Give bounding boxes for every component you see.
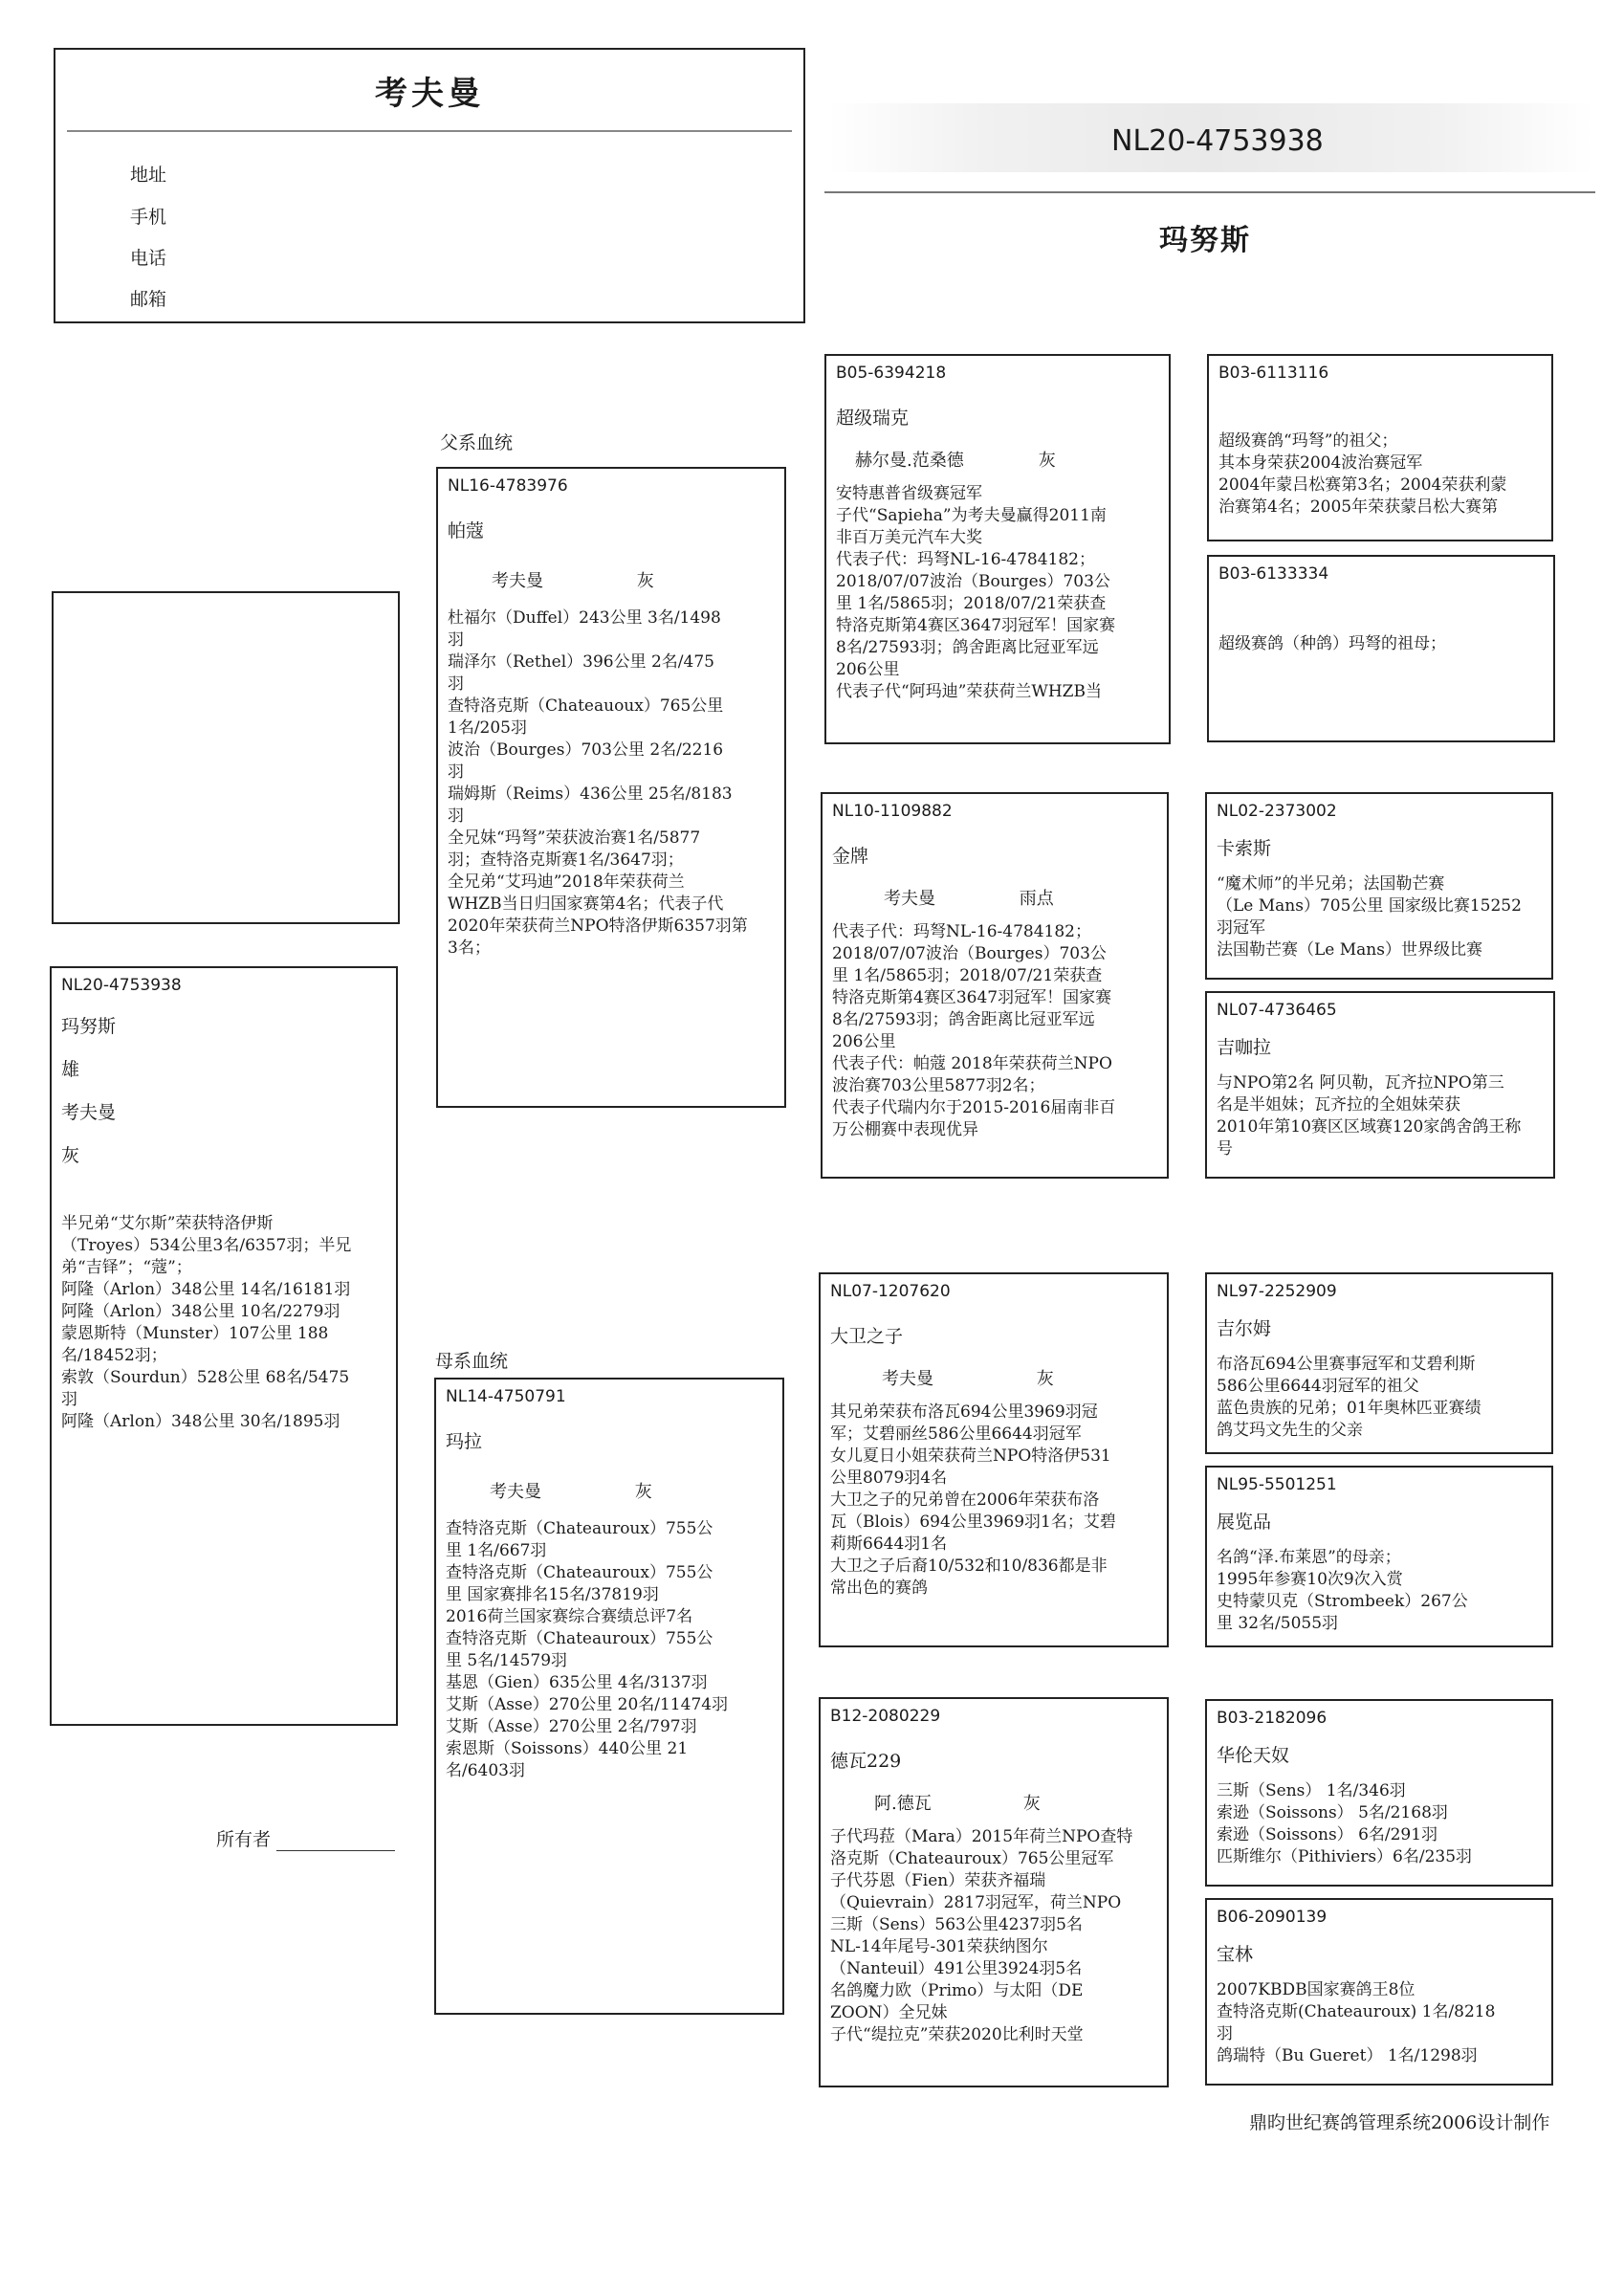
note-line: （Troyes）534公里3名/6357羽；半兄 (61, 1236, 352, 1255)
owner-signature-label: 所有者 (216, 1829, 272, 1850)
note-line: 特洛克斯第4赛区3647羽冠军！国家赛 (832, 988, 1112, 1007)
ggp7-ring: B03-2182096 (1217, 1709, 1328, 1728)
email-label: 邮箱 (130, 289, 167, 310)
sire-line-label: 父系血统 (440, 432, 514, 453)
ggp-box-7 (1205, 1699, 1553, 1887)
owner-signature-line (276, 1833, 395, 1851)
note-line: 2018/07/07波治（Bourges）703公 (836, 572, 1110, 591)
gp-ss-name: 超级瑞克 (836, 408, 910, 429)
note-line: 8名/27593羽；鸽舍距离比冠亚军远 (836, 638, 1099, 657)
note-line: 羽 (448, 806, 464, 826)
ggp7-notes (1207, 1767, 1551, 1868)
note-line: 治赛第4名；2005年荣获蒙吕松大赛第 (1218, 497, 1499, 517)
gp-sd-notes (823, 910, 1167, 1141)
ggp-box-2 (1207, 555, 1555, 742)
note-line: 鸽艾玛文先生的父亲 (1217, 1421, 1363, 1440)
note-line: 三斯（Sens）563公里4237羽5名 (830, 1915, 1083, 1934)
note-line: 索逊（Soissons） 5名/2168羽 (1217, 1803, 1448, 1822)
note-line: WHZB当日归国家赛第4名；代表子代 (448, 894, 724, 914)
note-line: 代表子代：玛弩NL-16-4784182； (836, 550, 1095, 569)
subject-box (50, 966, 398, 1726)
note-line: 特洛克斯第4赛区3647羽冠军！国家赛 (836, 616, 1116, 635)
note-line: 查特洛克斯（Chateauroux）755公 (446, 1563, 713, 1582)
note-line: 1名/205羽 (448, 718, 527, 738)
note-line: 羽 (1217, 2024, 1233, 2043)
note-line: 三斯（Sens） 1名/346羽 (1217, 1781, 1406, 1800)
note-line: 里 1名/667羽 (446, 1541, 547, 1560)
note-line: 里 5名/14579羽 (446, 1651, 568, 1670)
note-line: 艾斯（Asse）270公里 2名/797羽 (446, 1717, 697, 1736)
note-line: 法国勒芒赛（Le Mans）世界级比赛 (1217, 940, 1482, 960)
note-line: （Nanteuil）491公里3924羽5名 (830, 1959, 1083, 1978)
note-line: 羽 (61, 1390, 77, 1409)
note-line: 洛克斯（Chateauroux）765公里冠军 (830, 1849, 1114, 1868)
ggp5-ring: NL97-2252909 (1217, 1282, 1337, 1301)
note-line: 号 (1217, 1139, 1233, 1159)
note-line: 3名； (448, 938, 491, 958)
note-line: 其本身荣获2004波治赛冠军 (1218, 453, 1423, 473)
ggp8-notes (1207, 1966, 1551, 2067)
owner-name: 考夫曼 (375, 75, 484, 113)
sire-ring: NL16-4783976 (448, 476, 568, 496)
title-ring-number: NL20-4753938 (1111, 124, 1324, 158)
gp-sd-ring: NL10-1109882 (832, 802, 953, 821)
ggp1-notes (1209, 383, 1551, 519)
note-line: 羽冠军 (1217, 918, 1265, 938)
note-line: 鸽瑞特（Bu Gueret） 1名/1298羽 (1217, 2046, 1478, 2065)
note-line: 蒙恩斯特（Munster）107公里 188 (61, 1324, 329, 1343)
gp-ds-notes (821, 1390, 1167, 1600)
note-line: 子代玛菈（Mara）2015年荷兰NPO查特 (830, 1827, 1133, 1846)
grandsire-dam-box (819, 1272, 1169, 1647)
note-line: 2020年荣获荷兰NPO特洛伊斯6357羽第 (448, 916, 748, 936)
note-line: 羽 (448, 762, 464, 782)
note-line: 查特洛克斯（Chateauroux）755公 (446, 1629, 713, 1648)
gp-ss-ring: B05-6394218 (836, 364, 947, 383)
ggp-box-4 (1205, 991, 1555, 1179)
note-line: 史特蒙贝克（Strombeek）267公 (1217, 1592, 1468, 1611)
note-line: 蓝色贵族的兄弟；01年奥林匹亚赛绩 (1217, 1399, 1481, 1418)
note-line: 超级赛鸽“玛弩”的祖父； (1218, 431, 1398, 451)
note-line: 大卫之子的兄弟曾在2006年荣获布洛 (830, 1490, 1100, 1510)
subject-notes (52, 1167, 396, 1433)
ggp6-name: 展览品 (1217, 1512, 1272, 1533)
sire-color: 灰 (636, 571, 654, 591)
owner-signature (216, 1825, 395, 1851)
dam-line-label: 母系血统 (435, 1351, 509, 1372)
note-line: 代表子代瑞内尔于2015-2016届南非百 (832, 1098, 1116, 1117)
gp-dd-notes (821, 1815, 1167, 2046)
note-line: NL-14年尾号-301荣获纳图尔 (830, 1937, 1048, 1956)
gp-ss-meta (826, 430, 1169, 472)
ggp6-ring: NL95-5501251 (1217, 1475, 1337, 1494)
note-line: 名鸽“泽.布莱恩”的母亲； (1217, 1548, 1401, 1567)
sire-breeder: 考夫曼 (492, 571, 543, 591)
note-line: 半兄弟“艾尔斯”荣获特洛伊斯 (61, 1214, 274, 1233)
dam-color: 灰 (634, 1482, 652, 1502)
gp-dd-color: 灰 (1022, 1794, 1041, 1814)
note-line: 索逊（Soissons） 6名/291羽 (1217, 1825, 1438, 1844)
note-line: 名是半姐妹；瓦齐拉的全姐妹荣获 (1217, 1095, 1460, 1115)
note-line: 索恩斯（Soissons）440公里 21 (446, 1739, 689, 1758)
owner-header-box (54, 48, 805, 323)
note-line: 公里8079羽4名 (830, 1468, 948, 1488)
note-line: 超级赛鸽（种鸽）玛弩的祖母； (1218, 634, 1446, 653)
gp-sd-color: 雨点 (1019, 889, 1054, 909)
note-line: 常出色的赛鸽 (830, 1578, 928, 1598)
note-line: 查特洛克斯(Chateauroux) 1名/8218 (1217, 2002, 1496, 2021)
subject-sex: 雄 (61, 1059, 80, 1080)
grandsire-sire-box (824, 354, 1171, 744)
dam-meta (436, 1453, 782, 1503)
note-line: 阿隆（Arlon）348公里 14名/16181羽 (61, 1280, 351, 1299)
gp-ds-color: 灰 (1036, 1369, 1054, 1389)
note-line: 与NPO第2名 阿贝勒，瓦齐拉NPO第三 (1217, 1073, 1504, 1093)
ggp6-notes (1207, 1534, 1551, 1635)
note-line: 代表子代“阿玛迪”荣获荷兰WHZB当 (836, 682, 1102, 701)
note-line: 名/18452羽； (61, 1346, 167, 1365)
subject-color: 灰 (61, 1145, 80, 1166)
ggp3-ring: NL02-2373002 (1217, 802, 1337, 821)
ggp-box-1 (1207, 354, 1553, 541)
note-line: 206公里 (832, 1032, 896, 1051)
ggp2-ring: B03-6133334 (1218, 564, 1329, 584)
note-line: 莉斯6644羽1名 (830, 1534, 948, 1554)
note-line: 瑞姆斯（Reims）436公里 25名/8183 (448, 784, 733, 804)
ggp8-name: 宝林 (1217, 1944, 1254, 1965)
subject-ring: NL20-4753938 (61, 976, 182, 995)
note-line: 2004年蒙吕松赛第3名；2004荣获利蒙 (1218, 475, 1507, 495)
note-line: 安特惠普省级赛冠军 (836, 484, 982, 503)
note-line: 1995年参赛10次9次入赏 (1217, 1570, 1403, 1589)
note-line: 里 32名/5055羽 (1217, 1614, 1339, 1633)
dam-breeder: 考夫曼 (490, 1482, 541, 1502)
title-bird-name: 玛努斯 (1159, 224, 1251, 257)
dam-name: 玛拉 (446, 1431, 483, 1452)
gp-ss-notes (826, 472, 1169, 703)
note-line: 子代“缇拉克”荣获2020比利时天堂 (830, 2025, 1084, 2044)
note-line: 2018/07/07波治（Bourges）703公 (832, 944, 1107, 963)
gp-dd-meta (821, 1773, 1167, 1815)
note-line: 女儿夏日小姐荣获荷兰NPO特洛伊531 (830, 1446, 1111, 1466)
note-line: 名/6403羽 (446, 1761, 525, 1780)
note-line: （Quievrain）2817羽冠军，荷兰NPO (830, 1893, 1122, 1912)
ggp3-name: 卡索斯 (1217, 838, 1272, 859)
ggp4-ring: NL07-4736465 (1217, 1001, 1337, 1020)
note-line: 里 1名/5865羽；2018/07/21荣获查 (832, 966, 1103, 985)
dam-notes (436, 1503, 782, 1782)
note-line: 里 1名/5865羽；2018/07/21荣获查 (836, 594, 1107, 613)
gp-sd-name: 金牌 (832, 846, 869, 867)
sire-name: 帕蔻 (448, 520, 485, 541)
note-line: 名鸽魔力欧（Primo）与太阳（DE (830, 1981, 1084, 2000)
gp-sd-meta (823, 868, 1167, 910)
gp-sd-breeder: 考夫曼 (884, 889, 935, 909)
note-line: 波治（Bourges）703公里 2名/2216 (448, 740, 724, 760)
granddam-sire-box (821, 792, 1169, 1179)
ggp-box-8 (1205, 1898, 1553, 2086)
header-divider (67, 130, 792, 132)
note-line: ZOON）全兄妹 (830, 2003, 948, 2022)
gp-ss-breeder: 赫尔曼.范桑德 (855, 451, 964, 471)
note-line: 艾斯（Asse）270公里 20名/11474羽 (446, 1695, 729, 1714)
note-line: 查特洛克斯（Chateauoux）765公里 (448, 696, 724, 716)
note-line: 代表子代：帕蔻 2018年荣获荷兰NPO (832, 1054, 1112, 1073)
note-line: 布洛瓦694公里赛事冠军和艾碧利斯 (1217, 1355, 1476, 1374)
ggp-box-5 (1205, 1272, 1553, 1454)
gp-dd-ring: B12-2080229 (830, 1707, 941, 1726)
ggp-box-3 (1205, 792, 1553, 980)
subject-name: 玛努斯 (61, 1016, 117, 1037)
note-line: 查特洛克斯（Chateauroux）755公 (446, 1519, 713, 1538)
note-line: 羽 (448, 630, 464, 650)
note-line: 基恩（Gien）635公里 4名/3137羽 (446, 1673, 708, 1692)
gp-ss-color: 灰 (1038, 451, 1056, 471)
gp-ds-ring: NL07-1207620 (830, 1282, 951, 1301)
note-line: 全兄妹“玛弩”荣获波治赛1名/5877 (448, 828, 701, 848)
gp-dd-breeder: 阿.德瓦 (874, 1794, 932, 1814)
dam-box (434, 1378, 784, 2015)
ggp4-notes (1207, 1059, 1553, 1160)
note-line: （Le Mans）705公里 国家级比赛15252 (1217, 896, 1522, 916)
gp-ds-breeder: 考夫曼 (882, 1369, 933, 1389)
ggp2-notes (1209, 584, 1553, 655)
ggp3-notes (1207, 860, 1551, 961)
note-line: 子代芬恩（Fien）荣获齐福瑞 (830, 1871, 1046, 1890)
note-line: 大卫之子后裔10/532和10/836都是非 (830, 1556, 1108, 1576)
note-line: 弟“吉铎”；“蔻”； (61, 1258, 192, 1277)
note-line: 里 国家赛排名15名/37819羽 (446, 1585, 659, 1604)
note-line: 非百万美元汽车大奖 (836, 528, 982, 547)
note-line: 军；艾碧丽丝586公里6644羽冠军 (830, 1424, 1082, 1444)
note-line: 2010年第10赛区区域赛120家鸽舍鸽王称 (1217, 1117, 1522, 1137)
ggp4-name: 吉咖拉 (1217, 1037, 1272, 1058)
note-line: 586公里6644羽冠军的祖父 (1217, 1377, 1419, 1396)
note-line: 2007KBDB国家赛鸽王8位 (1217, 1980, 1416, 1999)
note-line: 阿隆（Arlon）348公里 30名/1895羽 (61, 1412, 340, 1431)
gp-ds-name: 大卫之子 (830, 1326, 904, 1347)
note-line: 匹斯维尔（Pithiviers）6名/235羽 (1217, 1847, 1473, 1866)
address-label: 地址 (130, 165, 167, 186)
note-line: 羽；查特洛克斯赛1名/3647羽； (448, 850, 684, 870)
subject-breeder: 考夫曼 (61, 1102, 117, 1123)
note-line: 杜福尔（Duffel）243公里 3名/1498 (448, 608, 721, 628)
title-divider (824, 191, 1595, 193)
note-line: 万公棚赛中表现优异 (832, 1120, 978, 1139)
ggp-box-6 (1205, 1466, 1553, 1647)
granddam-dam-box (819, 1697, 1169, 2087)
note-line: 206公里 (836, 660, 900, 679)
note-line: 阿隆（Arlon）348公里 10名/2279羽 (61, 1302, 340, 1321)
gp-dd-name: 德瓦229 (830, 1751, 902, 1772)
ggp5-name: 吉尔姆 (1217, 1318, 1272, 1339)
note-line: “魔术师”的半兄弟；法国勒芒赛 (1217, 874, 1445, 894)
note-line: 代表子代：玛弩NL-16-4784182； (832, 922, 1091, 941)
note-line: 瑞泽尔（Rethel）396公里 2名/475 (448, 652, 714, 672)
ggp8-ring: B06-2090139 (1217, 1908, 1328, 1927)
note-line: 索敦（Sourdun）528公里 68名/5475 (61, 1368, 350, 1387)
ggp7-name: 华伦天奴 (1217, 1745, 1290, 1766)
note-line: 8名/27593羽；鸽舍距离比冠亚军远 (832, 1010, 1095, 1029)
footer-credit: 鼎昀世纪赛鸽管理系统2006设计制作 (1249, 2112, 1550, 2133)
note-line: 波治赛703公里5877羽2名； (832, 1076, 1045, 1095)
sire-box (436, 467, 786, 1108)
ggp1-ring: B03-6113116 (1218, 364, 1329, 383)
note-line: 2016荷兰国家赛综合赛绩总评7名 (446, 1607, 693, 1626)
dam-ring: NL14-4750791 (446, 1387, 566, 1406)
gp-ds-meta (821, 1348, 1167, 1390)
note-line: 子代“Sapieha”为考夫曼赢得2011南 (836, 506, 1107, 525)
note-line: 羽 (448, 674, 464, 694)
photo-frame (52, 591, 400, 924)
note-line: 其兄弟荣获布洛瓦694公里3969羽冠 (830, 1402, 1098, 1422)
sire-meta (438, 542, 784, 592)
note-line: 瓦（Blois）694公里3969羽1名；艾碧 (830, 1512, 1116, 1532)
note-line: 全兄弟“艾玛迪”2018年荣获荷兰 (448, 872, 685, 892)
phone-label: 电话 (130, 248, 167, 269)
mobile-label: 手机 (130, 207, 167, 228)
ggp5-notes (1207, 1340, 1551, 1442)
sire-notes (438, 592, 784, 960)
